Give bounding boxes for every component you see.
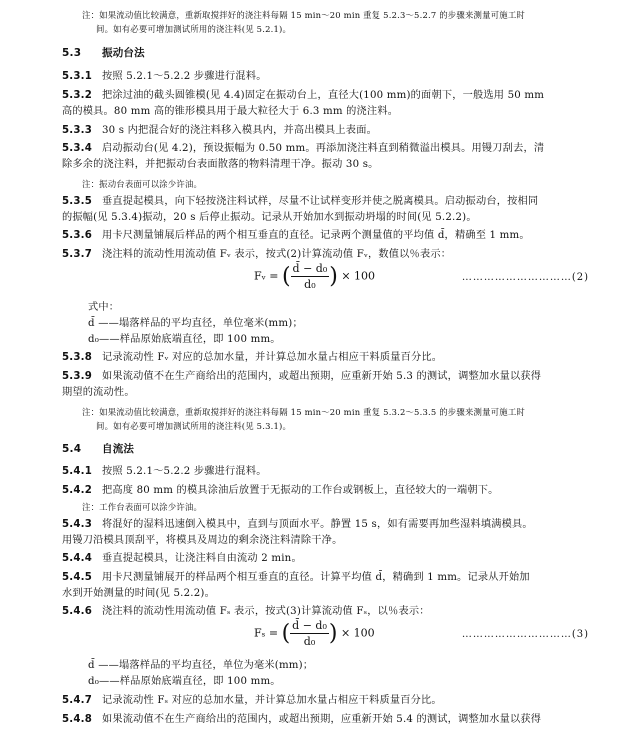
clause-number: 5.4.7 <box>62 695 93 706</box>
symbol: d₀ <box>88 676 100 687</box>
clause-text: 将混好的湿料迅速倒入模具中，直到与顶面水平。静置 15 s，如有需要再加些湿料填满模具。 <box>102 519 533 530</box>
clause-5-4-4 <box>62 552 589 566</box>
clause-number: 5.3.5 <box>62 196 93 207</box>
clause-5-3-9 <box>62 370 589 384</box>
clause-5-4-5 <box>62 571 589 585</box>
clause-text: 浇注料的流动性用流动值 Fᵥ 表示，按式(2)计算流动值 Fᵥ，数值以％表示： <box>102 249 452 260</box>
section-title: 自流法 <box>102 443 135 455</box>
clause-5-4-7 <box>62 694 589 708</box>
clause-5-3-4-note: 注：振动台表面可以涂少许油。 <box>82 179 203 189</box>
clause-5-3-5-cont: 的振幅(见 5.3.4)振动，20 s 后停止振动。记录从开始加水到振动坍塌的时间(见 5.2.2)。 <box>62 212 477 223</box>
clause-number: 5.3.6 <box>62 230 93 241</box>
equation-lhs: Fᵥ = <box>254 269 279 283</box>
clause-5-4-8 <box>62 713 589 727</box>
clause-text: 垂直提起模具，向下轻按浇注料试样，尽量不让试样变形并使之脱离模具。启动振动台，按相同 <box>102 196 539 207</box>
clause-number: 5.4.3 <box>62 519 93 530</box>
clause-number: 5.3.2 <box>62 90 93 101</box>
where-d0-2 <box>88 675 589 689</box>
clause-5-3-9-cont: 期望的流动性。 <box>62 387 135 398</box>
clause-text: 把涂过油的截头圆锥模(见 4.4)固定在振动台上，直径大(100 mm)的面朝下，一般选用 50 mm <box>102 90 545 101</box>
clause-5-4-2-note: 注：工作台表面可以涂少许油。 <box>82 502 203 512</box>
clause-number: 5.3.1 <box>62 71 93 82</box>
clause-5-4-3-cont: 用镘刀沿模具顶刮平，将模具及周边的剩余浇注料清除干净。 <box>62 535 343 546</box>
clause-5-3-6 <box>62 229 589 243</box>
section-number: 5.3 <box>62 47 82 59</box>
equation-3: Fₛ = ( $\frac{\text{d̄ − d₀}}{\text{d₀}}$ ) × 100 <box>254 619 375 648</box>
equation-denominator: d₀ <box>304 278 316 291</box>
symbol: d₀ <box>88 334 100 345</box>
clause-5-3-5 <box>62 195 589 209</box>
equation-2-tag: …………………………(2) <box>461 272 589 283</box>
clause-number: 5.4.8 <box>62 714 93 725</box>
clause-number: 5.3.8 <box>62 352 93 363</box>
clause-text: 如果流动值不在生产商给出的范围内，或超出预期，应重新开始 5.3 的测试，调整加水量以获得 <box>102 371 542 382</box>
where-d-2 <box>88 659 589 673</box>
equation-rhs: × 100 <box>341 269 376 283</box>
clause-5-3-4 <box>62 142 589 156</box>
clause-number: 5.4.6 <box>62 606 93 617</box>
clause-text: 30 s 内把混合好的浇注料移入模具内，并高出模具上表面。 <box>102 125 377 136</box>
equation-numerator: d̄ − d₀ <box>292 262 328 275</box>
clause-number: 5.3.7 <box>62 249 93 260</box>
where-label: 式中： <box>88 302 120 313</box>
symbol: d̄ <box>88 660 95 671</box>
equation-number: (2) <box>571 272 589 283</box>
equation-lhs: Fₛ = <box>254 626 279 640</box>
clause-text: 浇注料的流动性用流动值 Fₛ 表示，按式(3)计算流动值 Fₛ，以％表示： <box>102 606 430 617</box>
clause-number: 5.4.1 <box>62 466 93 477</box>
equation-numerator: d̄ − d₀ <box>292 619 327 632</box>
clause-text: 如果流动值不在生产商给出的范围内，或超出预期，应重新开始 5.4 的测试，调整加水量以获得 <box>102 714 542 725</box>
clause-text: 启动振动台(见 4.2)，预设振幅为 0.50 mm。再添加浇注料直到稍微溢出模具。用镘刀刮去，清 <box>102 143 545 154</box>
equation-2: Fᵥ = ( $\frac{\text{d̄ − d₀}}{\text{d₀}}$ ) × 100 <box>254 262 376 291</box>
symbol-desc: ——样品原始底端直径，即 100 mm。 <box>99 676 281 687</box>
equation-denominator: d₀ <box>303 635 316 648</box>
clause-number: 5.4.4 <box>62 553 93 564</box>
clause-5-3-2-cont: 高的模具。80 mm 高的锥形模具用于最大粒径大于 6.3 mm 的浇注料。 <box>62 106 399 117</box>
clause-5-4-5-cont: 水到开始测量的时间(见 5.2.2)。 <box>62 588 215 599</box>
clause-5-3-1 <box>62 70 589 84</box>
clause-number: 5.3.9 <box>62 371 93 382</box>
clause-number: 5.3.4 <box>62 143 93 154</box>
clause-5-4-3 <box>62 518 589 532</box>
note-mid-line-2: 间。如有必要可增加测试所用的浇注料(见 5.3.1)。 <box>96 421 292 431</box>
clause-5-3-4-cont: 除多余的浇注料，并把振动台表面散落的物料清理干净。振动 30 s。 <box>62 159 379 170</box>
note-top-line-1: 注：如果流动值比较满意，重新取搅拌好的浇注料每隔 15 min～20 min 重复 5.2.3～5.2.7 的步骤来测量可施工时 <box>82 10 525 20</box>
clause-5-3-8 <box>62 351 589 365</box>
where-d0 <box>88 333 589 347</box>
symbol-desc: ——样品原始底端直径，即 100 mm。 <box>99 334 281 345</box>
symbol-desc: ——塌落样品的平均直径，单位为毫米(mm)； <box>98 660 314 671</box>
note-mid-line-1: 注：如果流动值比较满意，重新取搅拌好的浇注料每隔 15 min～20 min 重复 5.3.2～5.3.5 的步骤来测量可施工时 <box>82 407 525 417</box>
clause-text: 把高度 80 mm 的模具涂油后放置于无振动的工作台或钢板上，直径较大的一端朝下。 <box>102 485 499 496</box>
note-top-line-2: 间。如有必要可增加测试所用的浇注料(见 5.2.1)。 <box>96 24 292 34</box>
clause-text: 按照 5.2.1～5.2.2 步骤进行混料。 <box>102 466 267 477</box>
clause-5-3-3 <box>62 124 589 138</box>
symbol: d̄ <box>88 318 95 329</box>
equation-rhs: × 100 <box>340 626 375 640</box>
clause-text: 按照 5.2.1～5.2.2 步骤进行混料。 <box>102 71 267 82</box>
clause-5-3-7 <box>62 248 589 262</box>
clause-5-4-2 <box>62 484 589 498</box>
equation-3-tag: …………………………(3) <box>461 629 589 640</box>
clause-text: 用卡尺测量铺展开的样品两个相互垂直的直径。计算平均值 d̄，精确到 1 mm。记录从开始加 <box>102 572 530 583</box>
clause-5-4-6 <box>62 605 589 619</box>
clause-text: 垂直提起模具，让浇注料自由流动 2 min。 <box>102 553 302 564</box>
symbol-desc: ——塌落样品的平均直径，单位毫米(mm)； <box>98 318 303 329</box>
clause-5-3-2 <box>62 89 589 103</box>
clause-number: 5.3.3 <box>62 125 93 136</box>
section-number: 5.4 <box>62 443 82 455</box>
where-d <box>88 317 589 331</box>
clause-5-4-1 <box>62 465 589 479</box>
section-title: 振动台法 <box>102 47 145 59</box>
equation-number: (3) <box>571 629 589 640</box>
clause-text: 记录流动性 Fᵥ 对应的总加水量，并计算总加水量占相应干料质量百分比。 <box>102 352 443 363</box>
clause-number: 5.4.2 <box>62 485 93 496</box>
clause-number: 5.4.5 <box>62 572 93 583</box>
clause-text: 用卡尺测量铺展后样品的两个相互垂直的直径。记录两个测量值的平均值 d̄，精确至 1 mm。 <box>102 230 530 241</box>
clause-text: 记录流动性 Fₛ 对应的总加水量，并计算总加水量占相应干料质量百分比。 <box>102 695 442 706</box>
section-5-3-heading <box>62 46 589 60</box>
section-5-4-heading <box>62 442 589 456</box>
